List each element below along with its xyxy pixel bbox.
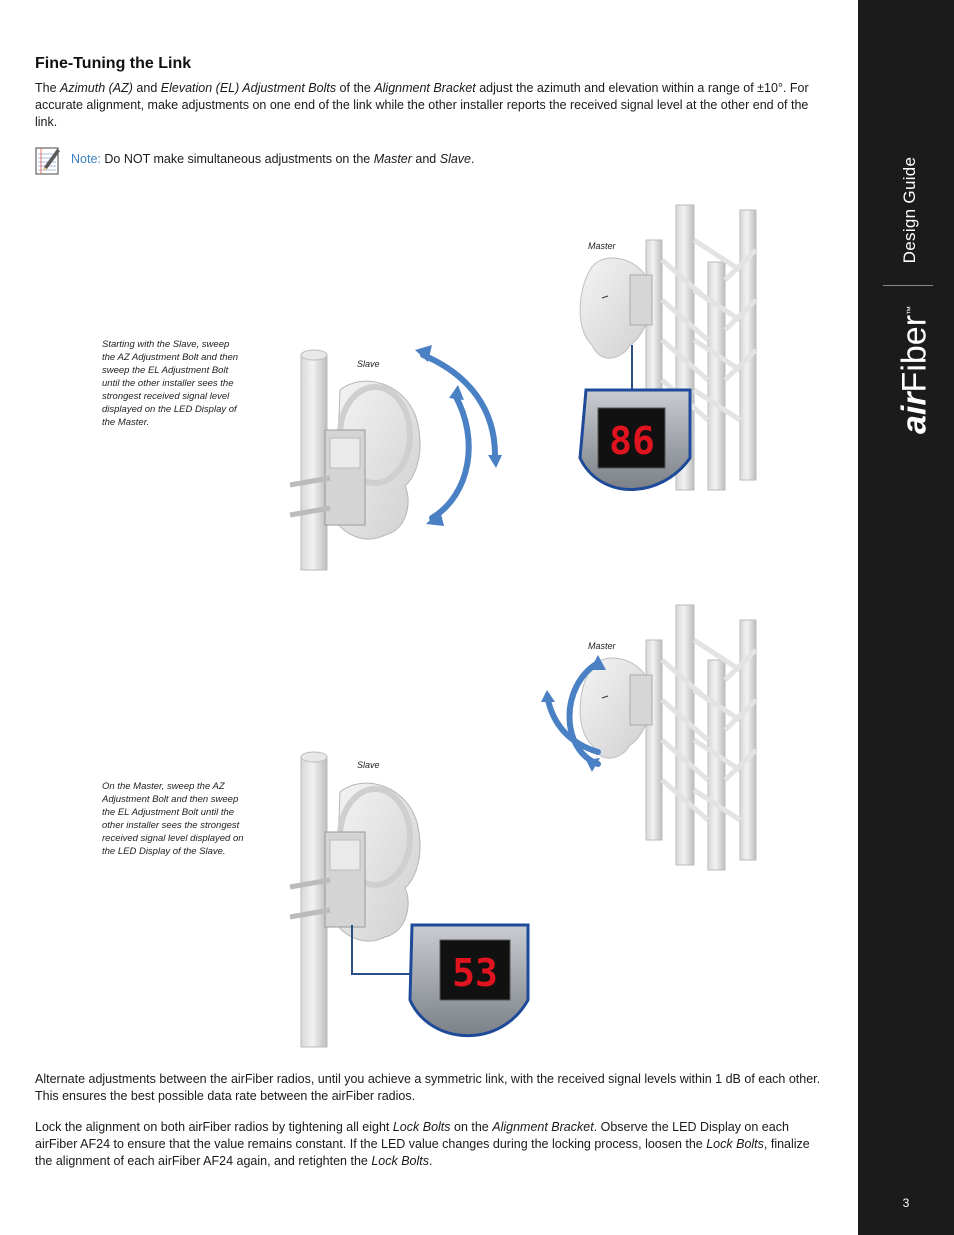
lock-paragraph: Lock the alignment on both airFiber radios by tightening all eight Lock Bolts on the Alignment Bracket. Observe the LED Display on each airFiber AF24 to ensure that the value remains constant. If the LED value changes during the locking process, loosen the Lock Bolts, finalize the alignment of each airFiber AF24 again, and retighten the Lock Bolts. bbox=[35, 1120, 810, 1168]
master-radio-bottom bbox=[580, 658, 652, 758]
alternate-paragraph: Alternate adjustments between the airFiber radios, until you achieve a symmetric link, with the received signal levels within 1 dB of each other. This ensures the best possible data rate between the airFiber radios. bbox=[35, 1072, 821, 1103]
led-display-slave bbox=[410, 925, 528, 1036]
arrow-head-icon bbox=[488, 455, 502, 468]
airfiber-logo: airFiber™ bbox=[895, 305, 934, 435]
page-number: 3 bbox=[902, 1196, 910, 1210]
master-label-bottom: Master bbox=[588, 641, 616, 651]
arrow-head-icon bbox=[449, 385, 464, 400]
led-display-master bbox=[580, 390, 690, 490]
figure2-caption: On the Master, sweep the AZ Adjustment Bolt and then sweep the EL Adjustment Bolt until the other installer sees the strongest received signal level displayed on the LED Display of the Slave. bbox=[102, 781, 244, 857]
slave-pole-bottom bbox=[301, 752, 327, 1047]
master-label-top: Master bbox=[588, 241, 616, 251]
slave-pole-top bbox=[301, 350, 327, 570]
led-value-slave: 53 bbox=[452, 951, 498, 995]
master-tower-bottom bbox=[646, 605, 756, 870]
slave-label-top: Slave bbox=[357, 359, 380, 369]
intro-paragraph: The Azimuth (AZ) and Elevation (EL) Adjustment Bolts of the Alignment Bracket adjust the azimuth and elevation within a range of ±10°. For accurate alignment, make adjustments on one end of the link while the other installer reports the received signal level at the other end of the link. bbox=[35, 81, 809, 129]
slave-label-bottom: Slave bbox=[357, 760, 380, 770]
design-guide-title: Design Guide bbox=[900, 156, 919, 264]
alignment-illustration bbox=[260, 190, 820, 1060]
figure1-caption: Starting with the Slave, sweep the AZ Adjustment Bolt and then sweep the EL Adjustment Bolt until the other installer sees the strongest received signal level displayed on the LED Display of the Master. bbox=[102, 339, 239, 428]
rotation-arrows-top bbox=[423, 355, 495, 518]
note-callout bbox=[35, 145, 825, 177]
arrow-head-icon bbox=[541, 690, 555, 702]
led-value-master: 86 bbox=[609, 419, 655, 463]
notepad-icon bbox=[35, 145, 61, 175]
note-text: Note: Do NOT make simultaneous adjustments on the Master and Slave. bbox=[71, 152, 475, 166]
master-radio-top bbox=[580, 258, 652, 358]
section-title: Fine-Tuning the Link bbox=[35, 55, 192, 72]
